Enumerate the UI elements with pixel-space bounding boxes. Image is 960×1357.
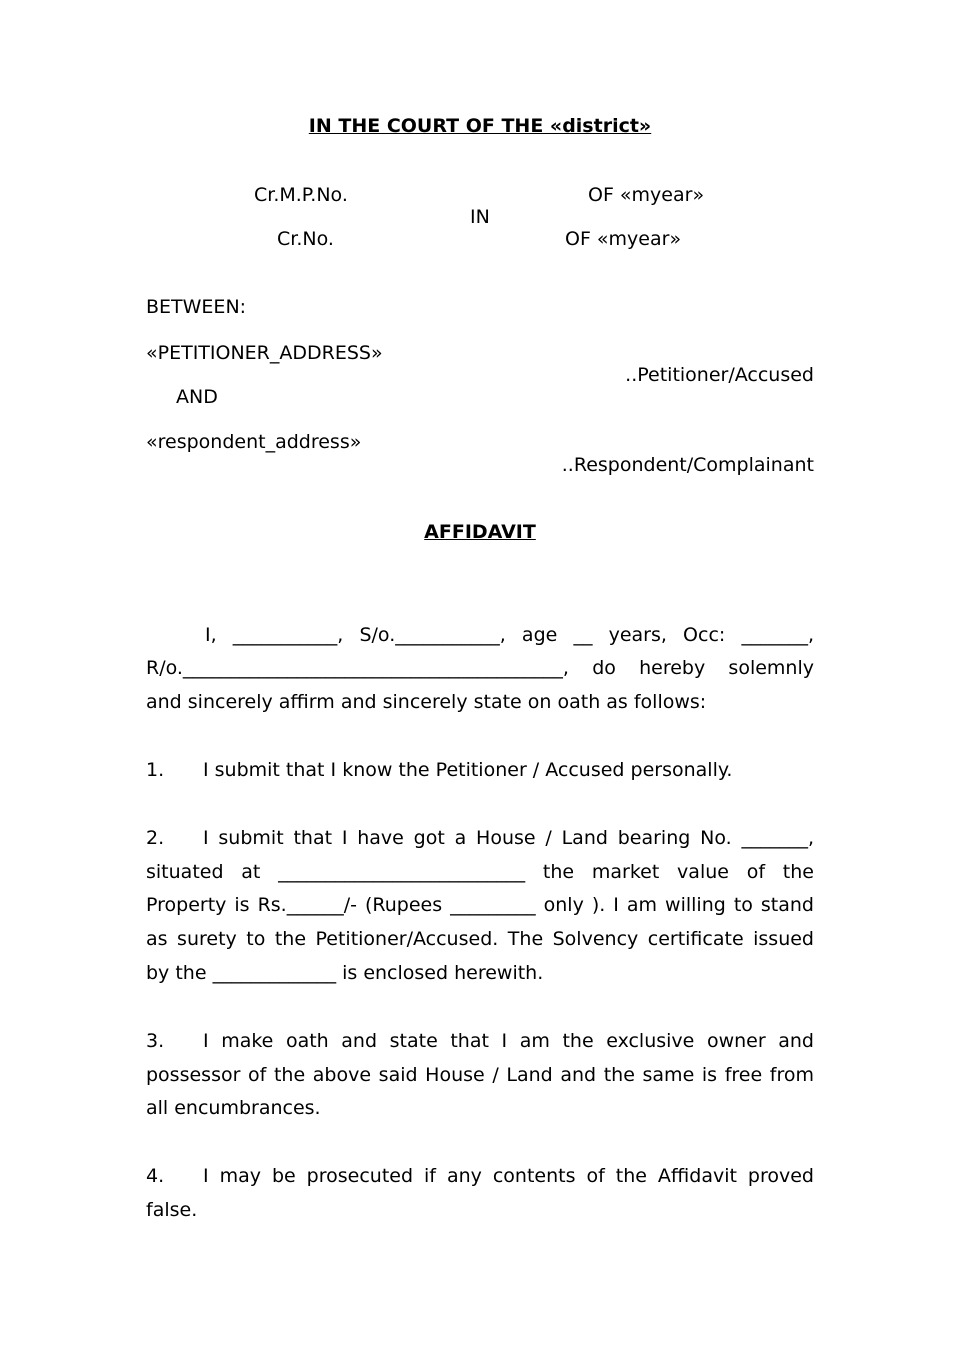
petitioner-address: «PETITIONER_ADDRESS» <box>146 342 383 364</box>
document-title: AFFIDAVIT <box>424 521 536 543</box>
cr-year: OF «myear» <box>565 228 682 250</box>
and-label: AND <box>176 386 218 408</box>
paragraph-2-line-4: as surety to the Petitioner/Accused. The Solvency certificate issued <box>146 928 814 950</box>
intro-line-3: and sincerely affirm and sincerely state on oath as follows: <box>146 691 707 713</box>
respondent-role: ..Respondent/Complainant <box>561 454 814 476</box>
paragraph-3-line-2: possessor of the above said House / Land and the same is free from <box>146 1064 814 1086</box>
paragraph-2-number: 2. <box>146 827 165 849</box>
intro-line-2: R/o.________________________________________, do hereby solemnly <box>146 657 814 679</box>
cr-label: Cr.No. <box>277 228 334 250</box>
crmp-year: OF «myear» <box>588 184 705 206</box>
between-label: BETWEEN: <box>146 296 247 318</box>
paragraph-4-line-1: I may be prosecuted if any contents of the Affidavit proved <box>203 1165 814 1187</box>
paragraph-2-line-5: by the _____________ is enclosed herewith. <box>146 962 544 984</box>
paragraph-3-line-1: I make oath and state that I am the exclusive owner and <box>203 1030 814 1052</box>
paragraph-text: I submit that I know the Petitioner / Accused personally. <box>203 759 733 781</box>
paragraph-2-line-1: I submit that I have got a House / Land bearing No. _______, <box>203 827 814 849</box>
intro-line-1: I, ___________, S/o.___________, age __ years, Occ: _______, <box>205 624 814 646</box>
crmp-label: Cr.M.P.No. <box>254 184 348 206</box>
paragraph-2-line-2: situated at __________________________ the market value of the <box>146 861 814 883</box>
paragraph-number: 1. <box>146 759 165 781</box>
paragraph-2-line-3: Property is Rs.______/- (Rupees _________ only ). I am willing to stand <box>146 894 814 916</box>
paragraph-4-line-2: false. <box>146 1199 198 1221</box>
paragraph-4-number: 4. <box>146 1165 165 1187</box>
paragraph-3-line-3: all encumbrances. <box>146 1097 321 1119</box>
respondent-address: «respondent_address» <box>146 431 362 453</box>
in-label: IN <box>470 206 490 228</box>
paragraph-3-number: 3. <box>146 1030 165 1052</box>
paragraph-1 <box>146 759 732 781</box>
court-title: IN THE COURT OF THE «district» <box>308 115 652 137</box>
petitioner-role: ..Petitioner/Accused <box>625 364 814 386</box>
